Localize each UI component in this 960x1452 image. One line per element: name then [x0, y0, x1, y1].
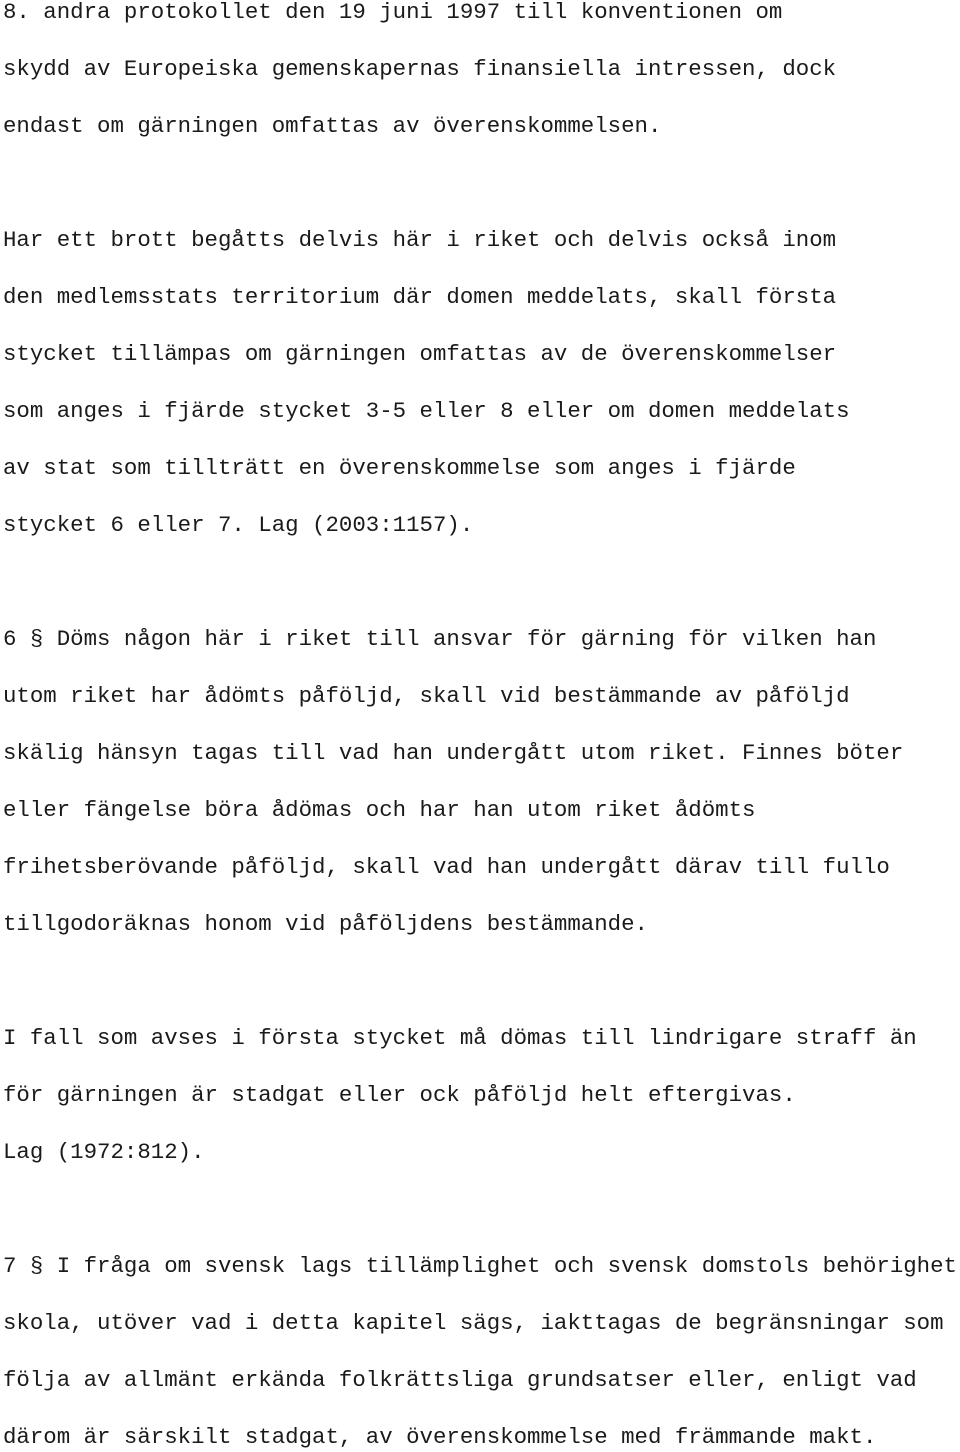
text-line: tillgodoräknas honom vid påföljdens bestämmande. — [3, 911, 648, 937]
text-line: I fall som avses i första stycket må dömas till lindrigare straff än — [3, 1025, 917, 1051]
text-line: Har ett brott begåtts delvis här i riket och delvis också inom — [3, 227, 837, 253]
text-line: skydd av Europeiska gemenskapernas finansiella intressen, dock — [3, 56, 837, 82]
text-line: stycket 6 eller 7. Lag (2003:1157). — [3, 512, 474, 538]
text-line: endast om gärningen omfattas av överenskommelsen. — [3, 113, 662, 139]
section-7-line: 7 § I fråga om svensk lags tillämplighet och svensk domstols behörighet — [3, 1253, 957, 1279]
text-line: frihetsberövande påföljd, skall vad han undergått därav till fullo — [3, 854, 890, 880]
text-line: den medlemsstats territorium där domen meddelats, skall första — [3, 284, 837, 310]
text-line: skola, utöver vad i detta kapitel sägs, iakttagas de begränsningar som — [3, 1310, 944, 1336]
text-line: för gärningen är stadgat eller ock påföljd helt eftergivas. — [3, 1082, 796, 1108]
section-6-line: 6 § Döms någon här i riket till ansvar för gärning för vilken han — [3, 626, 877, 652]
text-line: av stat som tillträtt en överenskommelse som anges i fjärde — [3, 455, 796, 481]
text-line: 8. andra protokollet den 19 juni 1997 till konventionen om — [3, 0, 783, 25]
text-line: följa av allmänt erkända folkrättsliga grundsatser eller, enligt vad — [3, 1367, 917, 1393]
text-line: utom riket har ådömts påföljd, skall vid bestämmande av påföljd — [3, 683, 850, 709]
text-line: därom är särskilt stadgat, av överenskommelse med främmande makt. — [3, 1424, 877, 1450]
text-line: stycket tillämpas om gärningen omfattas av de överenskommelser — [3, 341, 837, 367]
text-line: Lag (1972:812). — [3, 1139, 205, 1165]
text-line: skälig hänsyn tagas till vad han undergått utom riket. Finnes böter — [3, 740, 904, 766]
text-line: eller fängelse böra ådömas och har han utom riket ådömts — [3, 797, 756, 823]
document-page — [3, 0, 960, 1450]
text-line: som anges i fjärde stycket 3-5 eller 8 eller om domen meddelats — [3, 398, 850, 424]
